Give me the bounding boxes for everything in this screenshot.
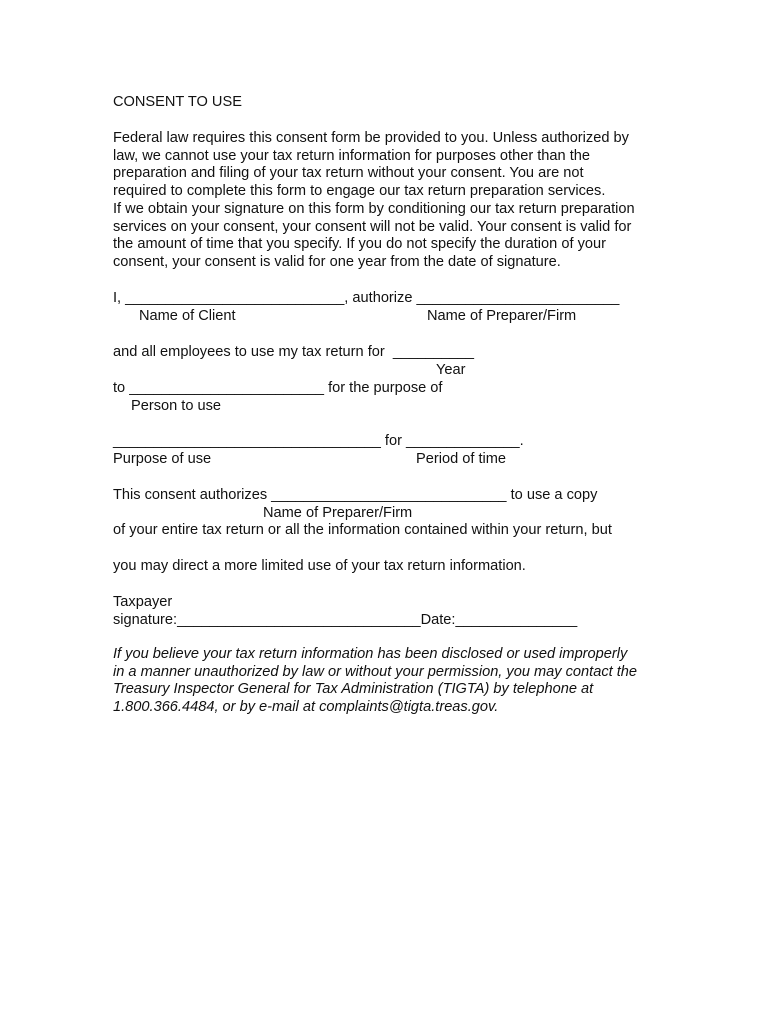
tigta-notice	[113, 646, 693, 717]
purpose-of-use-label: Purpose of use	[113, 451, 212, 467]
signature-date-line: signature:______________________________Date:_______________	[113, 612, 578, 628]
intro-line: If we obtain your signature on this form by conditioning our tax return preparation	[113, 200, 635, 217]
intro-line: the amount of time that you specify. If you do not specify the duration of your	[113, 236, 606, 253]
consent-authorizes-line: This consent authorizes _____________________________ to use a copy	[113, 487, 598, 503]
entire-return-line: of your entire tax return or all the information contained within your return, but	[113, 522, 612, 538]
name-of-client-label: Name of Client	[139, 308, 236, 324]
intro-line: required to complete this form to engage our tax return preparation services.	[113, 183, 606, 200]
intro-line: services on your consent, your consent will not be valid. Your consent is valid for	[113, 218, 632, 235]
intro-line: consent, your consent is valid for one year from the date of signature.	[113, 253, 561, 270]
taxpayer-label: Taxpayer	[113, 594, 173, 610]
name-of-preparer-label: Name of Preparer/Firm	[427, 308, 577, 324]
document-title: CONSENT TO USE	[113, 94, 242, 110]
name-of-preparer-label-2: Name of Preparer/Firm	[263, 505, 413, 521]
notice-line: Treasury Inspector General for Tax Administration (TIGTA) by telephone at	[113, 681, 594, 698]
year-label: Year	[436, 362, 466, 378]
person-to-use-label: Person to use	[131, 398, 222, 414]
employees-line: and all employees to use my tax return for __________	[113, 344, 475, 360]
intro-line: Federal law requires this consent form be provided to you. Unless authorized by	[113, 130, 629, 146]
intro-line: law, we cannot use your tax return information for purposes other than the	[113, 147, 590, 164]
intro-paragraph	[113, 130, 673, 272]
purpose-line: _________________________________ for ______________.	[113, 433, 524, 449]
limited-use-line: you may direct a more limited use of your tax return information.	[113, 558, 526, 574]
notice-line: If you believe your tax return information has been disclosed or used improperly	[113, 646, 628, 662]
authorize-line: I, ___________________________, authorize _________________________	[113, 290, 620, 306]
period-of-time-label: Period of time	[416, 451, 507, 467]
notice-line: in a manner unauthorized by law or without your permission, you may contact the	[113, 663, 638, 680]
to-line: to ________________________ for the purpose of	[113, 380, 443, 396]
intro-line: preparation and filing of your tax return without your consent. You are not	[113, 165, 584, 182]
notice-line: 1.800.366.4484, or by e-mail at complaints@tigta.treas.gov.	[113, 699, 499, 716]
